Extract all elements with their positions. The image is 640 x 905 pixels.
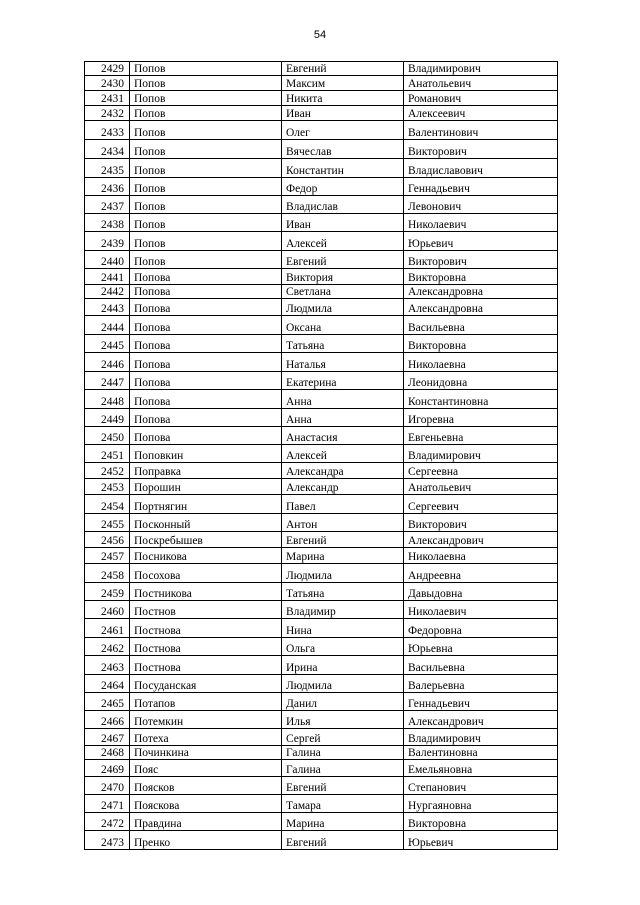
- first-name-cell: Оксана: [282, 316, 404, 335]
- table-row: [85, 564, 558, 583]
- table-row: [85, 495, 558, 514]
- surname-cell: Пояс: [130, 760, 282, 777]
- patronymic-cell: Николаевич: [404, 214, 558, 232]
- patronymic-cell: Романович: [404, 91, 558, 106]
- surname-cell: Попов: [130, 91, 282, 106]
- patronymic-cell: Валентиновна: [404, 746, 558, 760]
- first-name-cell: Ирина: [282, 656, 404, 675]
- table-row: [85, 196, 558, 214]
- first-name-cell: Людмила: [282, 675, 404, 693]
- table-row: [85, 656, 558, 675]
- row-number: 2470: [85, 777, 130, 795]
- patronymic-cell: Нургаяновна: [404, 795, 558, 813]
- surname-cell: Попова: [130, 427, 282, 445]
- first-name-cell: Федор: [282, 178, 404, 196]
- row-number: 2451: [85, 445, 130, 463]
- first-name-cell: Светлана: [282, 285, 404, 299]
- patronymic-cell: Владимирович: [404, 729, 558, 746]
- row-number: 2467: [85, 729, 130, 746]
- surname-cell: Попова: [130, 372, 282, 390]
- table-row: [85, 159, 558, 178]
- row-number: 2431: [85, 91, 130, 106]
- table-row: [85, 675, 558, 693]
- row-number: 2460: [85, 601, 130, 619]
- patronymic-cell: Евгеньевна: [404, 427, 558, 445]
- row-number: 2453: [85, 479, 130, 495]
- first-name-cell: Антон: [282, 514, 404, 532]
- surname-cell: Попов: [130, 76, 282, 91]
- table-row: [85, 583, 558, 601]
- surname-cell: Пояскова: [130, 795, 282, 813]
- surname-cell: Порошин: [130, 479, 282, 495]
- surname-cell: Попова: [130, 353, 282, 372]
- row-number: 2465: [85, 693, 130, 711]
- patronymic-cell: Геннадьевич: [404, 178, 558, 196]
- surname-cell: Пренко: [130, 831, 282, 850]
- table-row: [85, 514, 558, 532]
- row-number: 2434: [85, 140, 130, 159]
- row-number: 2452: [85, 463, 130, 479]
- row-number: 2471: [85, 795, 130, 813]
- first-name-cell: Иван: [282, 214, 404, 232]
- row-number: 2461: [85, 619, 130, 638]
- row-number: 2449: [85, 409, 130, 427]
- first-name-cell: Илья: [282, 711, 404, 729]
- table-row: [85, 178, 558, 196]
- patronymic-cell: Игоревна: [404, 409, 558, 427]
- patronymic-cell: Андреевна: [404, 564, 558, 583]
- first-name-cell: Нина: [282, 619, 404, 638]
- first-name-cell: Павел: [282, 495, 404, 514]
- patronymic-cell: Николаевич: [404, 601, 558, 619]
- row-number: 2436: [85, 178, 130, 196]
- table-row: [85, 427, 558, 445]
- table-row: [85, 121, 558, 140]
- surname-cell: Попова: [130, 316, 282, 335]
- surname-cell: Попов: [130, 121, 282, 140]
- table-row: [85, 831, 558, 850]
- row-number: 2437: [85, 196, 130, 214]
- first-name-cell: Татьяна: [282, 335, 404, 353]
- first-name-cell: Евгений: [282, 251, 404, 269]
- surname-cell: Попова: [130, 390, 282, 409]
- surname-cell: Попов: [130, 159, 282, 178]
- patronymic-cell: Васильевна: [404, 656, 558, 675]
- patronymic-cell: Владиславович: [404, 159, 558, 178]
- row-number: 2433: [85, 121, 130, 140]
- patronymic-cell: Владимирович: [404, 445, 558, 463]
- row-number: 2448: [85, 390, 130, 409]
- table-row: [85, 746, 558, 760]
- table-row: [85, 299, 558, 316]
- row-number: 2429: [85, 62, 130, 76]
- row-number: 2444: [85, 316, 130, 335]
- table-row: [85, 140, 558, 159]
- surname-cell: Потапов: [130, 693, 282, 711]
- table-row: [85, 91, 558, 106]
- first-name-cell: Олег: [282, 121, 404, 140]
- surname-cell: Попов: [130, 62, 282, 76]
- table-row: [85, 251, 558, 269]
- row-number: 2430: [85, 76, 130, 91]
- row-number: 2469: [85, 760, 130, 777]
- first-name-cell: Марина: [282, 548, 404, 564]
- table-row: [85, 335, 558, 353]
- row-number: 2463: [85, 656, 130, 675]
- patronymic-cell: Николаевна: [404, 548, 558, 564]
- row-number: 2445: [85, 335, 130, 353]
- patronymic-cell: Александровна: [404, 299, 558, 316]
- first-name-cell: Наталья: [282, 353, 404, 372]
- surname-cell: Попов: [130, 196, 282, 214]
- names-table: [84, 61, 558, 850]
- first-name-cell: Галина: [282, 746, 404, 760]
- table-row: [85, 316, 558, 335]
- patronymic-cell: Николаевна: [404, 353, 558, 372]
- table-row: [85, 813, 558, 831]
- row-number: 2441: [85, 269, 130, 285]
- table-row: [85, 601, 558, 619]
- surname-cell: Попов: [130, 178, 282, 196]
- patronymic-cell: Юрьевич: [404, 232, 558, 251]
- first-name-cell: Владислав: [282, 196, 404, 214]
- first-name-cell: Алексей: [282, 232, 404, 251]
- patronymic-cell: Давыдовна: [404, 583, 558, 601]
- patronymic-cell: Леонидовна: [404, 372, 558, 390]
- table-row: [85, 285, 558, 299]
- first-name-cell: Марина: [282, 813, 404, 831]
- first-name-cell: Анна: [282, 390, 404, 409]
- surname-cell: Потемкин: [130, 711, 282, 729]
- table-row: [85, 760, 558, 777]
- patronymic-cell: Степанович: [404, 777, 558, 795]
- patronymic-cell: Викторович: [404, 251, 558, 269]
- table-row: [85, 106, 558, 121]
- row-number: 2450: [85, 427, 130, 445]
- surname-cell: Попов: [130, 214, 282, 232]
- patronymic-cell: Викторович: [404, 514, 558, 532]
- patronymic-cell: Александрович: [404, 532, 558, 548]
- first-name-cell: Александра: [282, 463, 404, 479]
- table-row: [85, 638, 558, 656]
- first-name-cell: Ольга: [282, 638, 404, 656]
- row-number: 2446: [85, 353, 130, 372]
- row-number: 2442: [85, 285, 130, 299]
- row-number: 2454: [85, 495, 130, 514]
- row-number: 2462: [85, 638, 130, 656]
- patronymic-cell: Геннадьевич: [404, 693, 558, 711]
- first-name-cell: Данил: [282, 693, 404, 711]
- patronymic-cell: Валентинович: [404, 121, 558, 140]
- patronymic-cell: Александровна: [404, 285, 558, 299]
- row-number: 2457: [85, 548, 130, 564]
- row-number: 2455: [85, 514, 130, 532]
- table-row: [85, 372, 558, 390]
- row-number: 2472: [85, 813, 130, 831]
- patronymic-cell: Анатольевич: [404, 479, 558, 495]
- first-name-cell: Никита: [282, 91, 404, 106]
- row-number: 2435: [85, 159, 130, 178]
- row-number: 2447: [85, 372, 130, 390]
- row-number: 2473: [85, 831, 130, 850]
- surname-cell: Починкина: [130, 746, 282, 760]
- patronymic-cell: Викторовна: [404, 813, 558, 831]
- patronymic-cell: Александрович: [404, 711, 558, 729]
- row-number: 2443: [85, 299, 130, 316]
- surname-cell: Попова: [130, 269, 282, 285]
- surname-cell: Попова: [130, 335, 282, 353]
- first-name-cell: Владимир: [282, 601, 404, 619]
- surname-cell: Попов: [130, 140, 282, 159]
- first-name-cell: Тамара: [282, 795, 404, 813]
- patronymic-cell: Валерьевна: [404, 675, 558, 693]
- surname-cell: Постнова: [130, 638, 282, 656]
- row-number: 2458: [85, 564, 130, 583]
- patronymic-cell: Викторовна: [404, 269, 558, 285]
- first-name-cell: Людмила: [282, 564, 404, 583]
- table-row: [85, 62, 558, 76]
- table-row: [85, 532, 558, 548]
- table-row: [85, 777, 558, 795]
- surname-cell: Посконный: [130, 514, 282, 532]
- patronymic-cell: Алексеевич: [404, 106, 558, 121]
- patronymic-cell: Викторовна: [404, 335, 558, 353]
- surname-cell: Портнягин: [130, 495, 282, 514]
- table-row: [85, 711, 558, 729]
- first-name-cell: Евгений: [282, 532, 404, 548]
- first-name-cell: Евгений: [282, 777, 404, 795]
- row-number: 2456: [85, 532, 130, 548]
- surname-cell: Потеха: [130, 729, 282, 746]
- surname-cell: Поскребышев: [130, 532, 282, 548]
- table-row: [85, 729, 558, 746]
- surname-cell: Правдина: [130, 813, 282, 831]
- surname-cell: Постнов: [130, 601, 282, 619]
- first-name-cell: Анна: [282, 409, 404, 427]
- patronymic-cell: Сергеевна: [404, 463, 558, 479]
- row-number: 2440: [85, 251, 130, 269]
- surname-cell: Попов: [130, 232, 282, 251]
- table-row: [85, 479, 558, 495]
- surname-cell: Постнова: [130, 656, 282, 675]
- table-row: [85, 390, 558, 409]
- row-number: 2432: [85, 106, 130, 121]
- surname-cell: Попов: [130, 106, 282, 121]
- patronymic-cell: Анатольевич: [404, 76, 558, 91]
- surname-cell: Попова: [130, 299, 282, 316]
- row-number: 2438: [85, 214, 130, 232]
- patronymic-cell: Викторович: [404, 140, 558, 159]
- first-name-cell: Людмила: [282, 299, 404, 316]
- table-row: [85, 548, 558, 564]
- first-name-cell: Виктория: [282, 269, 404, 285]
- surname-cell: Поясков: [130, 777, 282, 795]
- row-number: 2459: [85, 583, 130, 601]
- patronymic-cell: Владимирович: [404, 62, 558, 76]
- surname-cell: Постнова: [130, 619, 282, 638]
- surname-cell: Поправка: [130, 463, 282, 479]
- surname-cell: Поповкин: [130, 445, 282, 463]
- table-row: [85, 463, 558, 479]
- table-row: [85, 693, 558, 711]
- first-name-cell: Сергей: [282, 729, 404, 746]
- table-row: [85, 232, 558, 251]
- page-number: 54: [313, 29, 327, 41]
- patronymic-cell: Левонович: [404, 196, 558, 214]
- surname-cell: Попов: [130, 251, 282, 269]
- table-row: [85, 269, 558, 285]
- first-name-cell: Екатерина: [282, 372, 404, 390]
- patronymic-cell: Сергеевич: [404, 495, 558, 514]
- first-name-cell: Алексей: [282, 445, 404, 463]
- first-name-cell: Александр: [282, 479, 404, 495]
- patronymic-cell: Юрьевич: [404, 831, 558, 850]
- surname-cell: Посуданская: [130, 675, 282, 693]
- patronymic-cell: Емельяновна: [404, 760, 558, 777]
- row-number: 2464: [85, 675, 130, 693]
- surname-cell: Постникова: [130, 583, 282, 601]
- patronymic-cell: Васильевна: [404, 316, 558, 335]
- surname-cell: Посохова: [130, 564, 282, 583]
- first-name-cell: Галина: [282, 760, 404, 777]
- table-row: [85, 795, 558, 813]
- table-row: [85, 445, 558, 463]
- row-number: 2439: [85, 232, 130, 251]
- first-name-cell: Максим: [282, 76, 404, 91]
- patronymic-cell: Федоровна: [404, 619, 558, 638]
- table-row: [85, 353, 558, 372]
- first-name-cell: Татьяна: [282, 583, 404, 601]
- first-name-cell: Константин: [282, 159, 404, 178]
- row-number: 2466: [85, 711, 130, 729]
- patronymic-cell: Юрьевна: [404, 638, 558, 656]
- surname-cell: Попова: [130, 409, 282, 427]
- table-row: [85, 619, 558, 638]
- table-row: [85, 409, 558, 427]
- surname-cell: Попова: [130, 285, 282, 299]
- surname-cell: Посникова: [130, 548, 282, 564]
- table-row: [85, 76, 558, 91]
- table-row: [85, 214, 558, 232]
- first-name-cell: Евгений: [282, 831, 404, 850]
- patronymic-cell: Константиновна: [404, 390, 558, 409]
- first-name-cell: Евгений: [282, 62, 404, 76]
- row-number: 2468: [85, 746, 130, 760]
- first-name-cell: Вячеслав: [282, 140, 404, 159]
- first-name-cell: Анастасия: [282, 427, 404, 445]
- first-name-cell: Иван: [282, 106, 404, 121]
